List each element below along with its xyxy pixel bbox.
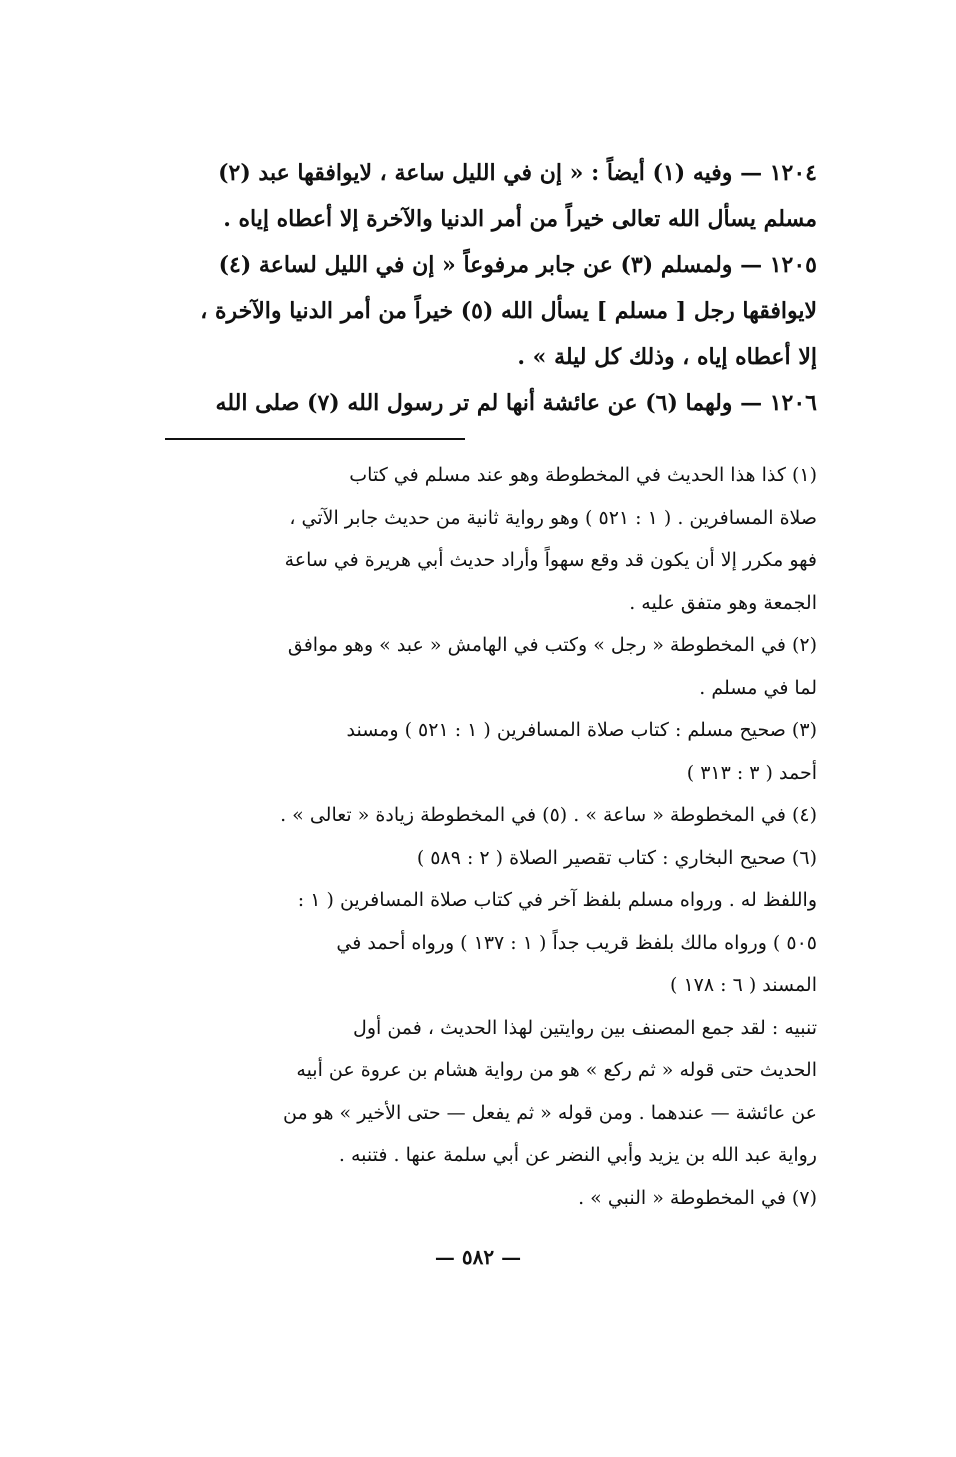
hadith-1204-line-1: ١٢٠٤ — وفيه (١) أيضاً : « إن في الليل ساعة ، لايوافقها عبد (٢) — [218, 160, 817, 186]
main-text — [165, 150, 817, 426]
hadith-1205-line-1: ١٢٠٥ — ولمسلم (٣) عن جابر مرفوعاً « إن في الليل لساعة (٤) — [218, 252, 817, 278]
footnote-6-line-4: المسند ( ٦ : ١٧٨ ) — [670, 974, 817, 996]
hadith-1206-line-1: ١٢٠٦ — ولهما (٦) عن عائشة أنها لم تر رسول الله (٧) صلى الله — [215, 390, 817, 416]
footnote-6-line-2: واللفظ له . ورواه مسلم بلفظ آخر في كتاب صلاة المسافرين ( ١ : — [297, 889, 817, 911]
hadith-1204-line-2: مسلم يسأل الله تعالى خيراً من أمر الدنيا والآخرة إلا أعطاه إياه . — [223, 206, 817, 232]
footnote-1-line-4: الجمعة وهو متفق عليه . — [629, 591, 817, 614]
footnote-divider — [165, 438, 465, 440]
footnote-6-line-3: ٥٠٥ ) ورواه مالك بلفظ قريب جداً ( ١ : ١٣٧ ) ورواه أحمد في — [336, 931, 817, 954]
page-number: — ٥٨٢ — — [434, 1245, 522, 1269]
footnote-4-5: (٤) في المخطوطة « ساعة » . (٥) في المخطوطة زيادة « تعالى » . — [280, 804, 817, 826]
footnote-3-line-1: (٣) صحيح مسلم : كتاب صلاة المسافرين ( ١ : ٥٢١ ) ومسند — [346, 719, 817, 741]
footnote-1-line-1: (١) كذا هذا الحديث في المخطوطة وهو عند مسلم في كتاب — [349, 464, 817, 486]
note-line-2: الحديث حتى قوله « ثم ركع » هو من رواية هشام بن عروة عن أبيه — [296, 1059, 817, 1081]
note-line-3: عن عائشة — عندهما . ومن قوله « ثم يفعل — حتى الأخير » هو من — [282, 1101, 817, 1124]
footnote-1-line-2: صلاة المسافرين . ( ١ : ٥٢١ ) وهو رواية ثانية من حديث جابر الآتي ، — [289, 506, 817, 529]
footnote-6-line-1: (٦) صحيح البخاري : كتاب تقصير الصلاة ( ٢ : ٥٨٩ ) — [416, 846, 817, 869]
note-line-1: تنبيه : لقد جمع المصنف بين روايتين لهذا الحديث ، فمن أول — [353, 1016, 817, 1039]
hadith-1205-line-2: لايوافقها رجل [ مسلم ] يسأل الله (٥) خيراً من أمر الدنيا والآخرة ، — [200, 298, 817, 324]
footnote-3-line-2: أحمد ( ٣ : ٣١٣ ) — [686, 761, 817, 784]
hadith-1205-line-3: إلا أعطاه إياه ، وذلك كل ليلة » . — [517, 344, 817, 370]
footnotes — [165, 454, 817, 1219]
footnote-1-line-3: فهو مكرر إلا أن يكون قد وقع سهواً وأراد حديث أبي هريرة في ساعة — [284, 549, 817, 571]
footnote-2-line-1: (٢) في المخطوطة « رجل » وكتب في الهامش « عبد » وهو موافق — [287, 634, 817, 656]
note-line-4: رواية عبد الله بن يزيد وأبي النضر عن أبي سلمة عنها . فتنبه . — [338, 1144, 817, 1166]
footnote-2-line-2: لما في مسلم . — [699, 676, 817, 699]
page-body — [165, 150, 817, 1219]
footnote-7: (٧) في المخطوطة « النبي » . — [578, 1186, 817, 1209]
